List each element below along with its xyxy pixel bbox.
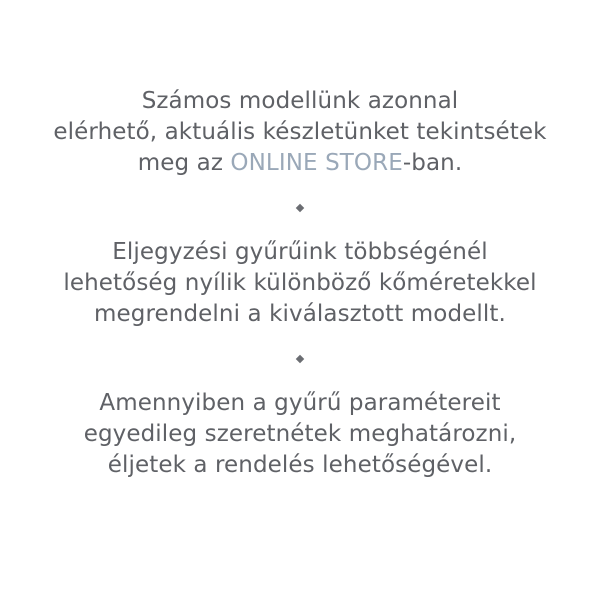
paragraph-line: elérhető, aktuális készletünket tekintsétek — [53, 119, 547, 145]
diamond-icon — [296, 355, 304, 363]
paragraph-stone-sizes — [0, 237, 600, 330]
diamond-icon — [296, 204, 304, 212]
paragraph-line: egyedileg szeretnétek meghatározni, — [83, 421, 517, 447]
paragraph-online-store — [0, 86, 600, 179]
paragraph-line: Eljegyzési gyűrűink többségénél — [112, 239, 488, 265]
separator — [0, 330, 600, 388]
paragraph-line: Számos modellünk azonnal — [141, 88, 459, 114]
separator — [0, 179, 600, 237]
paragraph-line: megrendelni a kiválasztott modellt. — [94, 301, 506, 327]
online-store-link[interactable]: ONLINE STORE — [230, 150, 403, 176]
paragraph-line: éljetek a rendelés lehetőségével. — [107, 452, 493, 478]
text-before-link: meg az — [137, 150, 231, 176]
text-content — [0, 86, 600, 481]
paragraph-line: Amennyiben a gyűrű paramétereit — [99, 390, 501, 416]
paragraph-line: lehetőség nyílik különböző kőméretekkel — [63, 270, 537, 296]
paragraph-line — [0, 148, 600, 179]
text-after-link: -ban. — [402, 150, 463, 176]
paragraph-custom-order — [0, 388, 600, 481]
